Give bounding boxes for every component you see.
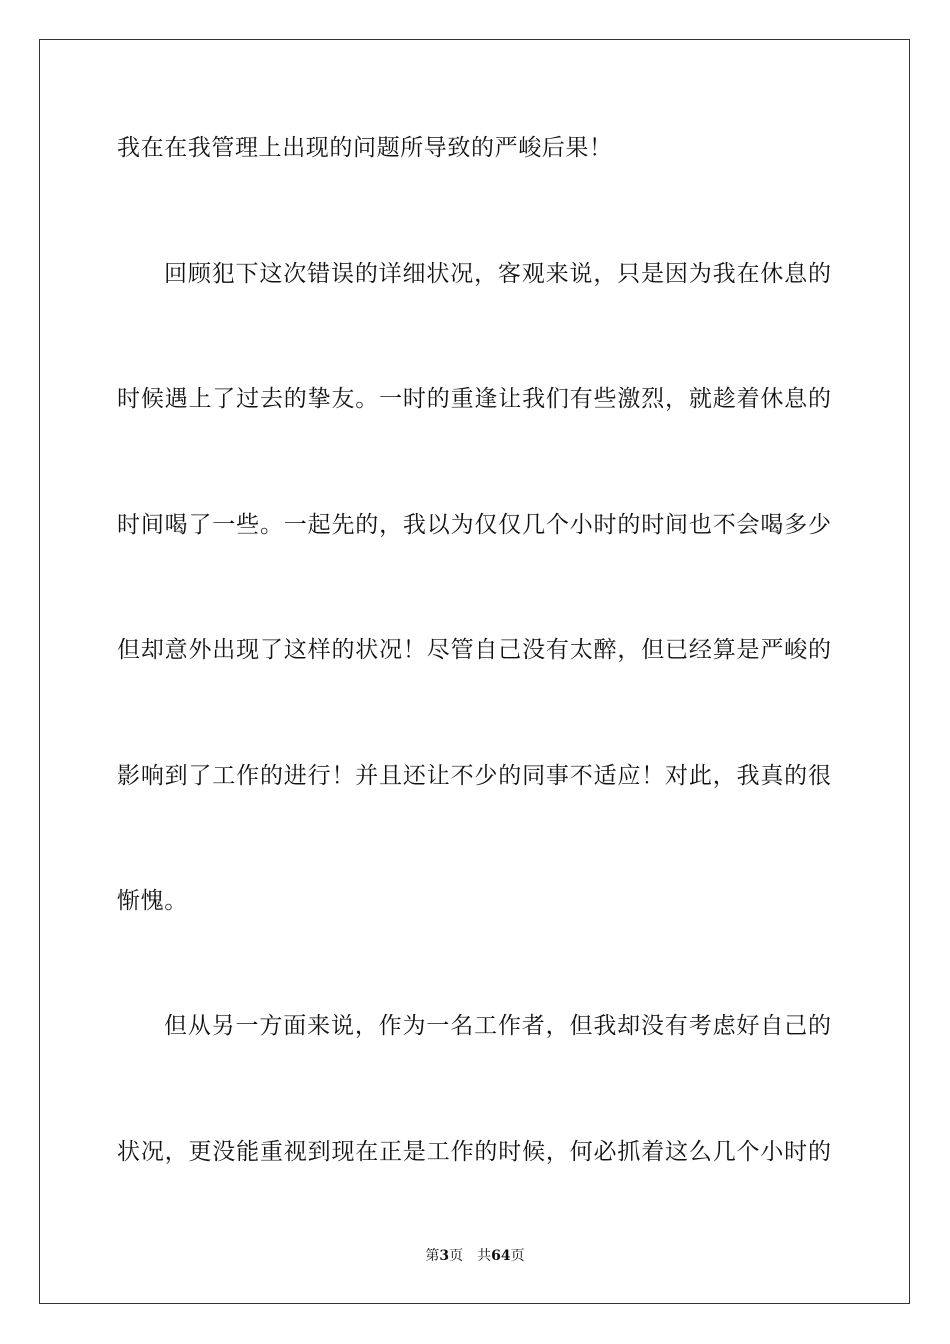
- paragraph-3-line-1: 但从另一方面来说，作为一名工作者，但我却没有考虑好自己的: [164, 1013, 831, 1039]
- footer-total-pages: 64: [491, 1248, 511, 1264]
- footer-page-prefix: 第: [425, 1248, 440, 1264]
- page-footer: [0, 1247, 950, 1265]
- footer-total-prefix: 共: [477, 1248, 492, 1264]
- footer-page-number: 3: [439, 1248, 450, 1264]
- paragraph-2-line-4: 但却意外出现了这样的状况！尽管自己没有太醉，但已经算是严峻的: [117, 637, 831, 663]
- page-border: [39, 39, 910, 1304]
- footer-total-suffix: 页: [510, 1248, 525, 1264]
- paragraph-2-line-5: 影响到了工作的进行！并且还让不少的同事不适应！对此，我真的很: [117, 763, 831, 789]
- paragraph-2-line-2: 时候遇上了过去的挚友。一时的重逢让我们有些激烈，就趁着休息的: [117, 386, 831, 412]
- paragraph-2-line-3: 时间喝了一些。一起先的，我以为仅仅几个小时的时间也不会喝多少: [117, 512, 831, 538]
- paragraph-2-line-1: 回顾犯下这次错误的详细状况，客观来说，只是因为我在休息的: [164, 261, 831, 287]
- footer-page-suffix: 页: [449, 1248, 464, 1264]
- paragraph-2-line-6: 惭愧。: [117, 888, 188, 914]
- text-line-1: 我在在我管理上出现的问题所导致的严峻后果！: [117, 135, 613, 161]
- paragraph-3-line-2: 状况，更没能重视到现在正是工作的时候，何必抓着这么几个小时的: [117, 1139, 831, 1165]
